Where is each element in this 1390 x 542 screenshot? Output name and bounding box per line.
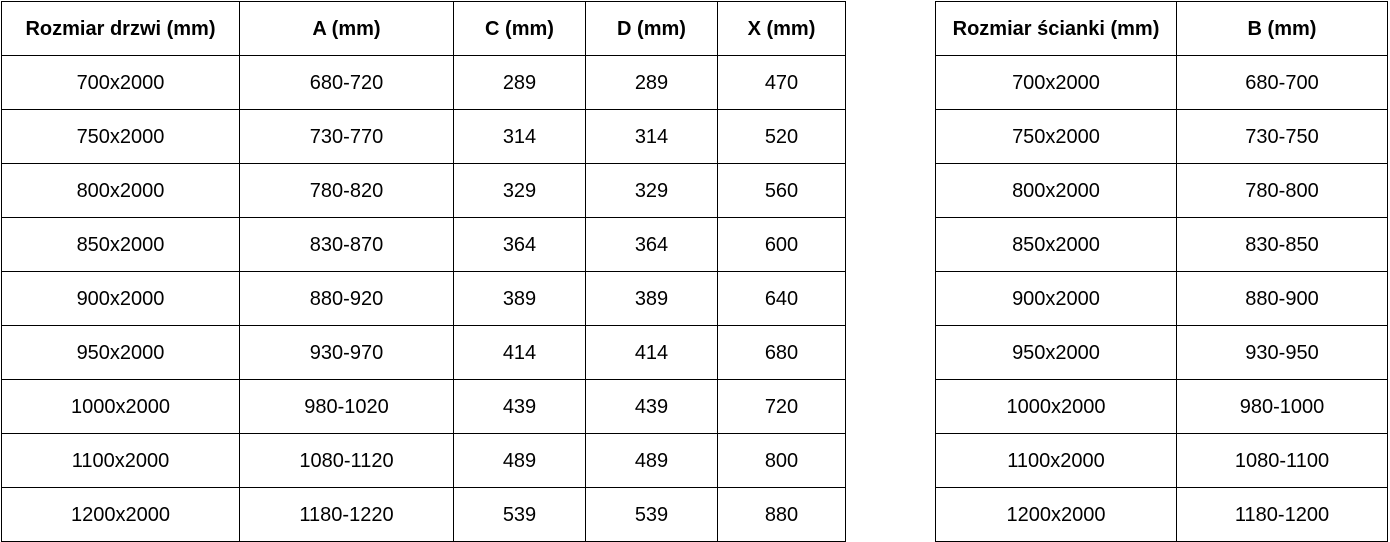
table-row — [936, 56, 1388, 110]
table-cell: 640 — [718, 272, 846, 326]
table-header-row — [2, 2, 846, 56]
table-cell: 680-720 — [240, 56, 454, 110]
table-cell: 539 — [454, 488, 586, 542]
table-cell: 414 — [586, 326, 718, 380]
table-cell: 470 — [718, 56, 846, 110]
column-header: D (mm) — [586, 2, 718, 56]
table-cell: 539 — [586, 488, 718, 542]
table-row — [936, 488, 1388, 542]
table-row — [936, 272, 1388, 326]
table-cell: 830-870 — [240, 218, 454, 272]
table-cell: 800x2000 — [2, 164, 240, 218]
table-cell: 720 — [718, 380, 846, 434]
table-cell: 389 — [454, 272, 586, 326]
table-cell: 1100x2000 — [2, 434, 240, 488]
column-header: B (mm) — [1177, 2, 1388, 56]
table-cell: 289 — [454, 56, 586, 110]
table-cell: 780-820 — [240, 164, 454, 218]
table-cell: 880-920 — [240, 272, 454, 326]
table-row — [2, 164, 846, 218]
table-cell: 439 — [586, 380, 718, 434]
table-cell: 750x2000 — [936, 110, 1177, 164]
table-row — [936, 380, 1388, 434]
wall-size-table — [935, 1, 1388, 542]
table-row — [936, 110, 1388, 164]
table-cell: 950x2000 — [2, 326, 240, 380]
table-cell: 750x2000 — [2, 110, 240, 164]
column-header: Rozmiar ścianki (mm) — [936, 2, 1177, 56]
table-cell: 560 — [718, 164, 846, 218]
table-cell: 700x2000 — [2, 56, 240, 110]
table-cell: 880-900 — [1177, 272, 1388, 326]
table-cell: 1000x2000 — [2, 380, 240, 434]
table-row — [2, 110, 846, 164]
table-cell: 930-970 — [240, 326, 454, 380]
table-cell: 314 — [454, 110, 586, 164]
table-cell: 930-950 — [1177, 326, 1388, 380]
table-cell: 439 — [454, 380, 586, 434]
table-cell: 800x2000 — [936, 164, 1177, 218]
column-header: A (mm) — [240, 2, 454, 56]
table-cell: 389 — [586, 272, 718, 326]
table-cell: 780-800 — [1177, 164, 1388, 218]
table-cell: 800 — [718, 434, 846, 488]
table-row — [936, 326, 1388, 380]
table-cell: 730-750 — [1177, 110, 1388, 164]
table-cell: 680 — [718, 326, 846, 380]
table-cell: 1200x2000 — [936, 488, 1177, 542]
table-cell: 880 — [718, 488, 846, 542]
table-row — [2, 326, 846, 380]
table-cell: 364 — [586, 218, 718, 272]
table-row — [2, 434, 846, 488]
table-cell: 1000x2000 — [936, 380, 1177, 434]
table-cell: 489 — [454, 434, 586, 488]
column-header: X (mm) — [718, 2, 846, 56]
column-header: Rozmiar drzwi (mm) — [2, 2, 240, 56]
table-cell: 1180-1200 — [1177, 488, 1388, 542]
table-row — [2, 380, 846, 434]
table-row — [936, 164, 1388, 218]
table-row — [2, 488, 846, 542]
table-cell: 329 — [586, 164, 718, 218]
table-cell: 1200x2000 — [2, 488, 240, 542]
table-cell: 364 — [454, 218, 586, 272]
table-row — [2, 56, 846, 110]
table-cell: 830-850 — [1177, 218, 1388, 272]
table-cell: 289 — [586, 56, 718, 110]
table-cell: 730-770 — [240, 110, 454, 164]
table-cell: 520 — [718, 110, 846, 164]
table-cell: 700x2000 — [936, 56, 1177, 110]
table-cell: 900x2000 — [936, 272, 1177, 326]
table-cell: 489 — [586, 434, 718, 488]
table-cell: 414 — [454, 326, 586, 380]
table-cell: 850x2000 — [2, 218, 240, 272]
column-header: C (mm) — [454, 2, 586, 56]
table-cell: 600 — [718, 218, 846, 272]
table-row — [2, 218, 846, 272]
table-cell: 950x2000 — [936, 326, 1177, 380]
table-cell: 1180-1220 — [240, 488, 454, 542]
table-cell: 1080-1120 — [240, 434, 454, 488]
table-cell: 980-1000 — [1177, 380, 1388, 434]
table-cell: 680-700 — [1177, 56, 1388, 110]
table-row — [936, 434, 1388, 488]
table-cell: 900x2000 — [2, 272, 240, 326]
table-cell: 980-1020 — [240, 380, 454, 434]
table-cell: 329 — [454, 164, 586, 218]
table-cell: 314 — [586, 110, 718, 164]
table-header-row — [936, 2, 1388, 56]
table-row — [936, 218, 1388, 272]
table-cell: 1080-1100 — [1177, 434, 1388, 488]
table-cell: 850x2000 — [936, 218, 1177, 272]
door-size-table — [1, 1, 846, 542]
table-cell: 1100x2000 — [936, 434, 1177, 488]
table-row — [2, 272, 846, 326]
